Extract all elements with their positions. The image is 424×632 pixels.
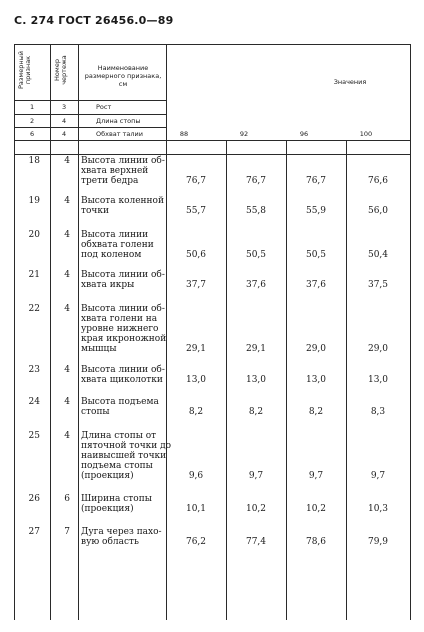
row-value: 8,2	[248, 407, 264, 417]
row-value: 77,4	[245, 537, 267, 547]
row-value: 8,2	[308, 407, 324, 417]
row-value: 55,9	[305, 206, 327, 216]
row-description: Высота подъема стопы	[81, 397, 159, 417]
header-row-name: Обхват талии	[96, 130, 144, 138]
header-bottom-rule	[14, 154, 410, 155]
column-divider	[226, 140, 227, 620]
column-header-size-attr: Размерный признак	[17, 51, 32, 89]
row-value: 76,7	[185, 176, 207, 186]
header-rule	[14, 140, 410, 141]
header-row-number: 1	[30, 103, 35, 111]
column-header-chart-number: Номер чертежа	[53, 55, 68, 85]
header-value: 92	[239, 130, 249, 138]
row-description: Высота линии обхвата голени под коленом	[81, 230, 154, 260]
row-value: 29,0	[305, 344, 327, 354]
row-value: 9,6	[188, 471, 204, 481]
row-number: 20	[28, 230, 40, 240]
row-value: 76,2	[185, 537, 207, 547]
column-header-name: Наименование размерного признака, см	[84, 64, 162, 88]
row-chart-number: 4	[64, 270, 70, 280]
row-value: 13,0	[305, 375, 327, 385]
row-description: Ширина стопы (проекция)	[81, 494, 152, 514]
row-value: 10,3	[367, 504, 389, 514]
row-number: 18	[28, 156, 40, 166]
row-value: 56,0	[367, 206, 389, 216]
row-number: 26	[28, 494, 40, 504]
row-value: 9,7	[370, 471, 386, 481]
row-value: 50,5	[305, 250, 327, 260]
row-value: 78,6	[305, 537, 327, 547]
row-value: 55,7	[185, 206, 207, 216]
row-value: 13,0	[245, 375, 267, 385]
row-chart-number: 4	[64, 196, 70, 206]
row-value: 50,4	[367, 250, 389, 260]
row-number: 23	[28, 365, 40, 375]
header-value: 96	[299, 130, 309, 138]
row-number: 21	[28, 270, 40, 280]
row-value: 55,8	[245, 206, 267, 216]
header-row-name: Рост	[96, 103, 112, 111]
row-description: Высота коленной точки	[81, 196, 164, 216]
row-description: Длина стопы от пяточной точки до наивысшей точки подъема стопы (проекция)	[81, 431, 172, 481]
row-number: 27	[28, 527, 40, 537]
row-number: 25	[28, 431, 40, 441]
row-value: 10,2	[245, 504, 267, 514]
header-row-chart: 4	[62, 117, 67, 125]
header-rule	[14, 100, 166, 101]
column-divider	[410, 44, 411, 620]
row-value: 76,6	[367, 176, 389, 186]
header-value: 88	[179, 130, 189, 138]
row-description: Высота линии об- хвата верхней трети бедра	[81, 156, 165, 186]
header-row-chart: 4	[62, 130, 67, 138]
header-row-number: 6	[30, 130, 35, 138]
row-value: 13,0	[367, 375, 389, 385]
row-number: 19	[28, 196, 40, 206]
header-value: 100	[359, 130, 373, 138]
header-row-name: Длина стопы	[96, 117, 141, 125]
row-chart-number: 4	[64, 230, 70, 240]
row-description: Высота линии об- хвата голени на уровне нижнего края икроножной мышцы	[81, 304, 167, 354]
row-value: 50,5	[245, 250, 267, 260]
row-value: 8,2	[188, 407, 204, 417]
row-value: 79,9	[367, 537, 389, 547]
column-divider	[14, 44, 15, 620]
row-chart-number: 7	[64, 527, 70, 537]
table-top-rule	[14, 44, 410, 45]
row-value: 50,6	[185, 250, 207, 260]
row-value: 29,1	[185, 344, 207, 354]
row-chart-number: 4	[64, 156, 70, 166]
row-description: Высота линии об- хвата икры	[81, 270, 165, 290]
header-row-number: 2	[30, 117, 35, 125]
row-description: Дуга через пахо- вую область	[81, 527, 162, 547]
row-value: 37,7	[185, 280, 207, 290]
column-divider	[346, 140, 347, 620]
row-value: 9,7	[248, 471, 264, 481]
page-title: С. 274 ГОСТ 26456.0—89	[14, 14, 174, 27]
row-value: 13,0	[185, 375, 207, 385]
row-chart-number: 4	[64, 397, 70, 407]
row-value: 76,7	[305, 176, 327, 186]
row-chart-number: 6	[64, 494, 70, 504]
column-divider	[286, 140, 287, 620]
row-value: 9,7	[308, 471, 324, 481]
column-header-values: Значения	[333, 78, 367, 86]
row-chart-number: 4	[64, 365, 70, 375]
row-description: Высота линии об- хвата щиколотки	[81, 365, 165, 385]
row-value: 10,1	[185, 504, 207, 514]
header-rule	[14, 114, 166, 115]
row-value: 37,6	[305, 280, 327, 290]
row-value: 37,6	[245, 280, 267, 290]
row-value: 10,2	[305, 504, 327, 514]
row-chart-number: 4	[64, 431, 70, 441]
row-value: 8,3	[370, 407, 386, 417]
row-number: 24	[28, 397, 40, 407]
column-divider	[78, 44, 79, 620]
header-row-chart: 3	[62, 103, 67, 111]
row-chart-number: 4	[64, 304, 70, 314]
row-value: 37,5	[367, 280, 389, 290]
row-number: 22	[28, 304, 40, 314]
row-value: 76,7	[245, 176, 267, 186]
column-divider	[50, 44, 51, 620]
row-value: 29,0	[367, 344, 389, 354]
header-rule	[14, 127, 166, 128]
row-value: 29,1	[245, 344, 267, 354]
